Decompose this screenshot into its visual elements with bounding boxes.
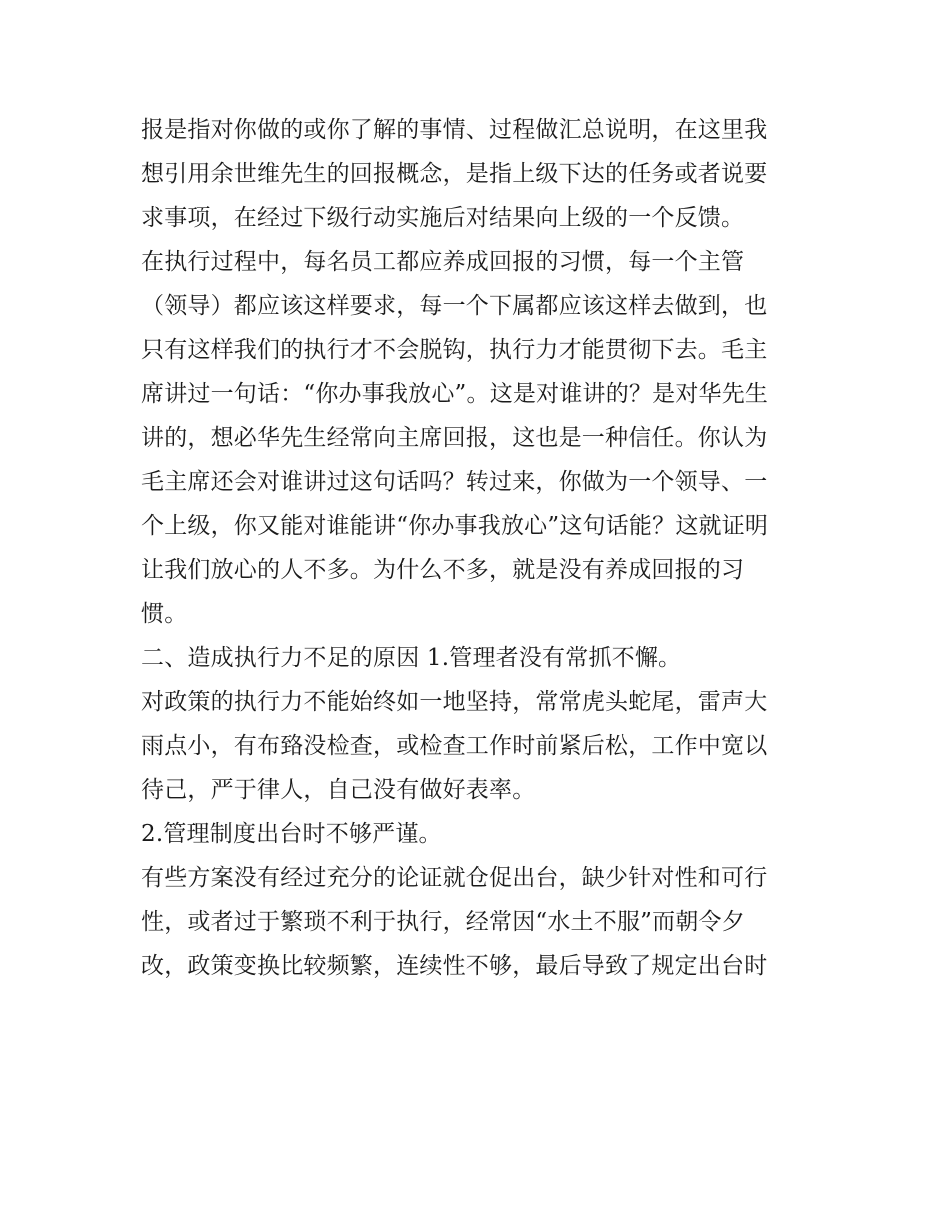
text-line: 在执行过程中，每名员工都应养成回报的习惯，每一个主管: [141, 249, 745, 275]
text-line: 毛主席还会对谁讲过这句话吗？转过来，你做为一个领导、一: [141, 469, 768, 495]
document-body: [141, 108, 813, 988]
text-line: 讲的，想必华先生经常向主席回报，这也是一种信任。你认为: [141, 425, 768, 451]
text-line: 有些方案没有经过充分的论证就仓促出台，缺少针对性和可行: [141, 865, 768, 891]
text-line: 想引用余世维先生的回报概念，是指上级下达的任务或者说要: [141, 161, 768, 187]
text-line: 报是指对你做的或你了解的事情、过程做汇总说明，在这里我: [141, 117, 768, 143]
text-line: 求事项，在经过下级行动实施后对结果向上级的一个反馈。: [141, 205, 745, 231]
text-line: 性，或者过于繁琐不利于执行，经常因“水土不服”而朝令夕: [141, 909, 745, 935]
text-line: 席讲过一句话：“你办事我放心”。这是对谁讲的？是对华先生: [141, 381, 769, 407]
text-line: 只有这样我们的执行才不会脱钩，执行力才能贯彻下去。毛主: [141, 337, 768, 363]
text-line: 个上级，你又能对谁能讲“你办事我放心”这句话能？这就证明: [141, 513, 769, 539]
section-heading-line: 二、造成执行力不足的原因 1.管理者没有常抓不懈。: [141, 645, 682, 671]
text-line: 惯。: [141, 601, 188, 627]
text-line: 让我们放心的人不多。为什么不多，就是没有养成回报的习: [141, 557, 745, 583]
text-line: 雨点小，有布臵没检查，或检查工作时前紧后松，工作中宽以: [141, 733, 768, 759]
text-line: 待己，严于律人，自己没有做好表率。: [141, 777, 536, 803]
text-line: 改，政策变换比较频繁，连续性不够，最后导致了规定出台时: [141, 953, 768, 979]
text-line: 对政策的执行力不能始终如一地坚持，常常虎头蛇尾，雷声大: [141, 689, 768, 715]
subheading-line: 2.管理制度出台时不够严谨。: [141, 821, 442, 847]
text-line: （领导）都应该这样要求，每一个下属都应该这样去做到，也: [141, 293, 768, 319]
